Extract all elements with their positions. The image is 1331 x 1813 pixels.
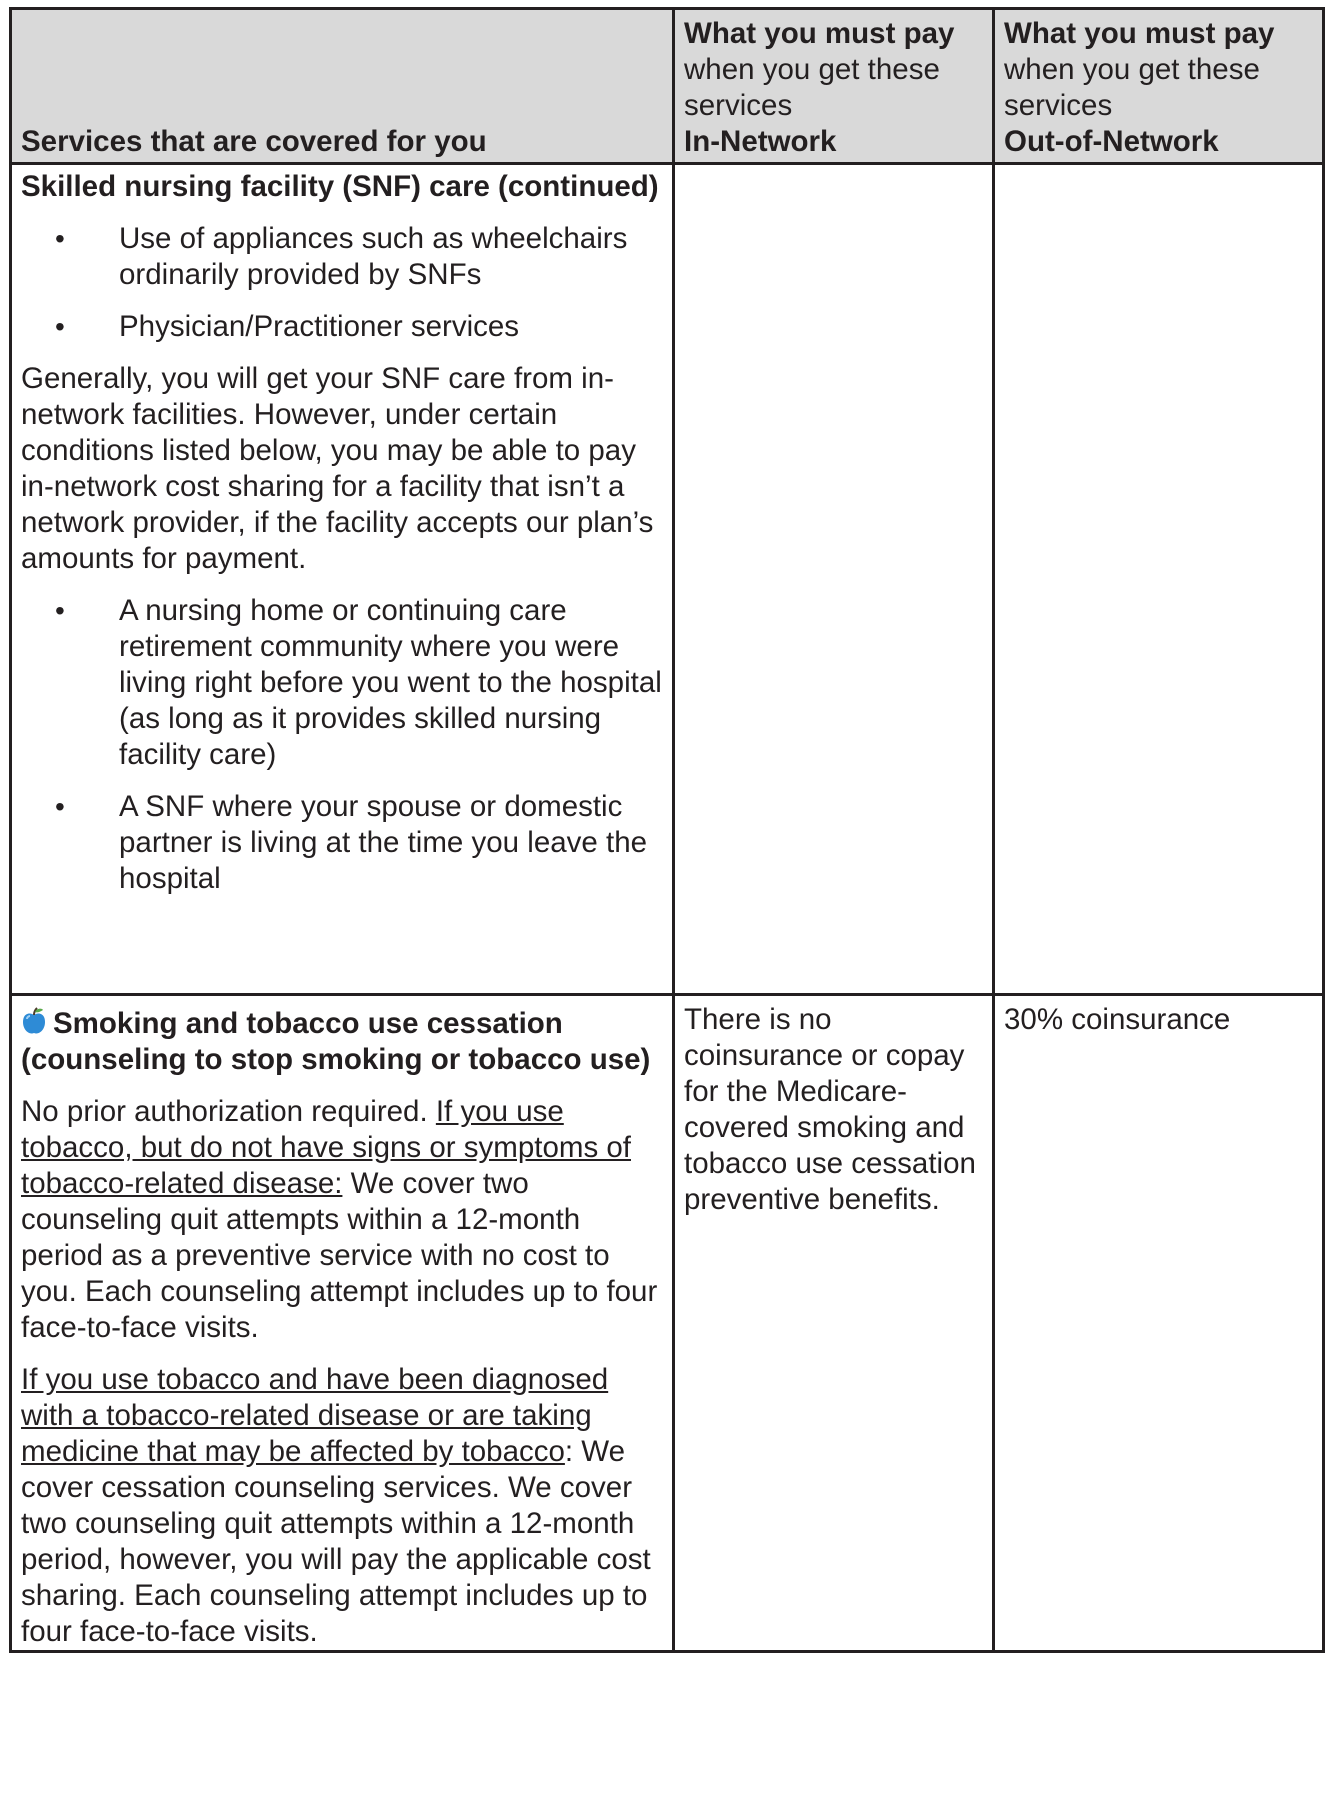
snf-out-network-cell [994,164,1324,995]
header-out-of-network: What you must pay when you get these services Out-of-Network [994,9,1324,164]
list-item: • Use of appliances such as wheelchairs ordinarily provided by SNFs [119,221,664,293]
smoking-out-network-cell [994,995,1324,1652]
header-services: Services that are covered for you [11,9,674,164]
smoking-paragraph-2: If you use tobacco and have been diagnosed with a tobacco-related disease or are taking medicine that may be affected by tobacco: We cover cessation counseling services. We cover two counseling quit attempts within a 12-month period, however, you will pay the applicable cost sharing. Each counseling attempt includes up to four face-to-face visits. [21,1363,651,1648]
benefits-table [9,7,1325,1653]
table-row [11,164,1324,995]
underlined-condition-2: If you use tobacco and have been diagnosed with a tobacco-related disease or are taking medicine that may be affected by tobacco [21,1363,609,1468]
snf-paragraph: Generally, you will get your SNF care from in-network facilities. However, under certain conditions listed below, you may be able to pay in-network cost sharing for a facility that isn’t a network provider, if the facility accepts our plan’s amounts for payment. [21,362,654,575]
smoking-in-network-cell [674,995,994,1652]
in-network-cost: There is no coinsurance or copay for the Medicare-covered smoking and tobacco use cessation preventive benefits. [684,1003,976,1216]
smoking-service-cell [11,995,674,1652]
list-item: • A nursing home or continuing care retirement community where you were living right before you went to the hospital (as long as it provides skilled nursing facility care) [119,593,664,773]
table-row [11,995,1324,1652]
list-item: • Physician/Practitioner services [119,309,664,345]
list-item: • A SNF where your spouse or domestic partner is living at the time you leave the hospital [119,789,664,897]
underlined-condition-1: If you use tobacco, but do not have signs or symptoms of tobacco-related disease: [21,1095,631,1200]
smoking-title [21,1006,664,1078]
snf-in-network-cell [674,164,994,995]
smoking-title-text: Smoking and tobacco use cessation (counseling to stop smoking or tobacco use) [21,1007,651,1076]
header-in-network: What you must pay when you get these services In-Network [674,9,994,164]
snf-bullet-list-2 [21,593,664,897]
snf-title: Skilled nursing facility (SNF) care (continued) [21,170,659,203]
apple-icon [21,1006,47,1036]
snf-service-cell [11,164,674,995]
smoking-paragraph-1: No prior authorization required. If you use tobacco, but do not have signs or symptoms of tobacco-related disease: We cover two counseling quit attempts within a 12-month period as a preventive service with no cost to you. Each counseling attempt includes up to four face-to-face visits. [21,1095,658,1344]
snf-bullet-list-1 [21,221,664,345]
out-network-cost: 30% coinsurance [1004,1003,1231,1036]
table-header-row [11,9,1324,164]
